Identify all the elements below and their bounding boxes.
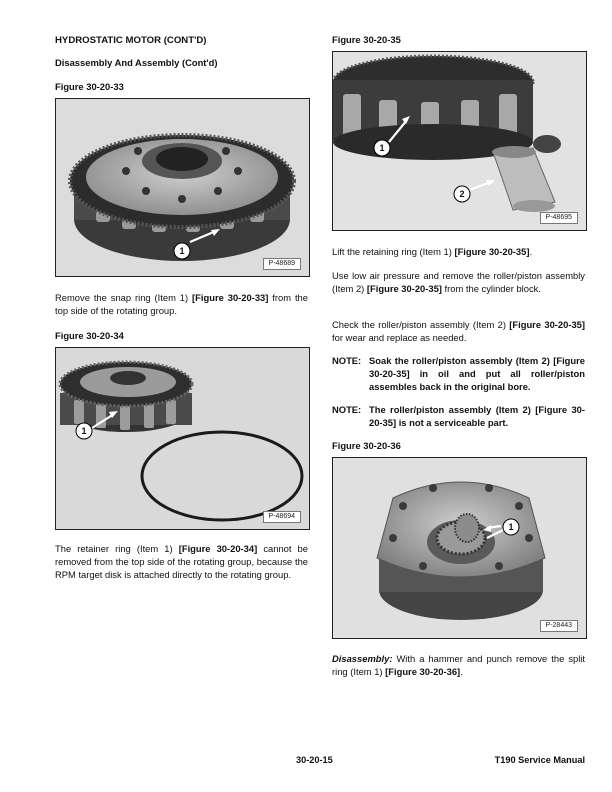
callout-1: 1 — [179, 246, 185, 256]
photo-number: P-28443 — [540, 620, 578, 632]
callout-2: 2 — [459, 189, 465, 199]
paragraph: Disassembly: With a hammer and punch remove the split ring (Item 1) [Figure 30-20-36]. — [332, 653, 585, 677]
figure-30-20-34-photo — [55, 347, 310, 530]
paragraph: Use low air pressure and remove the roller/piston assembly (Item 2) [Figure 30-20-35] from the cylinder block. — [332, 270, 585, 294]
page-number: 30-20-15 — [296, 755, 333, 765]
callout-1: 1 — [508, 522, 514, 532]
figure-30-20-33-photo — [55, 98, 310, 277]
note: NOTE: The roller/piston assembly (Item 2) [Figure 30-20-35] is not a serviceable part. — [332, 404, 585, 428]
figure-30-20-35-title: Figure 30-20-35 — [332, 34, 401, 45]
section-title: HYDROSTATIC MOTOR (CONT'D) — [55, 35, 207, 46]
callout-1: 1 — [81, 426, 87, 436]
figure-30-20-33-title: Figure 30-20-33 — [55, 81, 124, 92]
figure-30-20-36-photo — [332, 457, 587, 639]
paragraph: Lift the retaining ring (Item 1) [Figure 30-20-35]. — [332, 246, 533, 257]
paragraph: The retainer ring (Item 1) [Figure 30-20-34] cannot be removed from the top side of the rotating group, because the RPM target disk is attached directly to the rotating group. — [55, 543, 308, 580]
figure-30-20-36-title: Figure 30-20-36 — [332, 440, 401, 451]
section-subtitle: Disassembly And Assembly (Cont'd) — [55, 57, 218, 68]
photo-number: P-48689 — [263, 258, 301, 270]
photo-number: P-48695 — [540, 212, 578, 224]
paragraph: Check the roller/piston assembly (Item 2) [Figure 30-20-35] for wear and replace as needed. — [332, 319, 586, 343]
note: NOTE: Soak the roller/piston assembly (Item 2) [Figure 30-20-35] in oil and put all roller/piston assembles back in the original bore. — [332, 355, 585, 392]
photo-number: P-48694 — [263, 511, 301, 523]
callout-1: 1 — [379, 143, 385, 153]
figure-30-20-34-title: Figure 30-20-34 — [55, 330, 124, 341]
manual-title: T190 Service Manual — [494, 755, 585, 765]
paragraph: Remove the snap ring (Item 1) [Figure 30-20-33] from the top side of the rotating group. — [55, 292, 308, 316]
figure-30-20-35-photo — [332, 51, 587, 231]
